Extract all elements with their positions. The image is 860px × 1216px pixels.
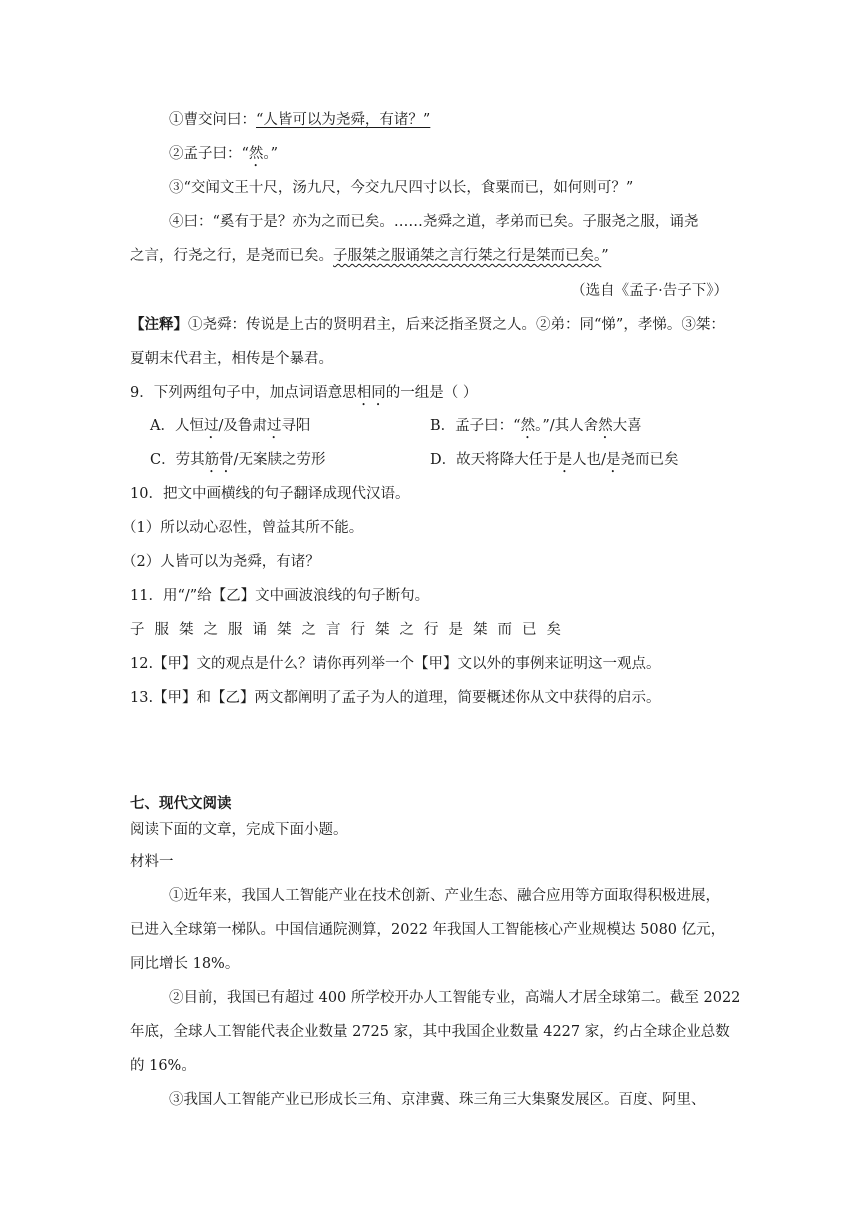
option-text: 尧而已矣 bbox=[620, 452, 679, 468]
passage-line-5 bbox=[130, 246, 609, 266]
question-11-sentence: 子服桀之服诵桀之言行桀之行是桀而已矣 bbox=[130, 622, 571, 638]
option-text: 。”/其人舍 bbox=[535, 418, 599, 434]
passage-line-3: ③“交闻文王十尺，汤九尺，今交九尺四寸以长，食粟而已，如何则可？” bbox=[169, 180, 634, 196]
dotted-word: 过 bbox=[266, 418, 282, 434]
option-text: /无案牍之劳形 bbox=[233, 452, 326, 468]
option-text: A．人恒 bbox=[150, 418, 204, 434]
question-11: 11．用“/”给【乙】文中画波浪线的句子断句。 bbox=[130, 588, 430, 604]
question-10-part-2: （2）人皆可以为尧舜，有诸？ bbox=[122, 554, 320, 570]
dotted-word: 相同 bbox=[356, 385, 386, 401]
option-text: 大喜 bbox=[612, 418, 642, 434]
notes-label: 【注释】 bbox=[130, 317, 188, 333]
dotted-word: 筋骨 bbox=[204, 452, 234, 468]
text-segment: 。” bbox=[263, 146, 279, 162]
material-para-2-line-1: ②目前，我国已有超过 400 所学校开办人工智能专业，高端人才居全球第二。截至 2022 bbox=[169, 990, 741, 1006]
material-para-3-line-1: ③我国人工智能产业已形成长三角、京津冀、珠三角三大集聚发展区。百度、阿里、 bbox=[169, 1092, 706, 1108]
text-segment: 的一组是（ ） bbox=[385, 385, 478, 401]
dotted-word: 是 bbox=[557, 452, 573, 468]
material-label: 材料一 bbox=[130, 854, 174, 870]
material-para-1-line-1: ①近年来，我国人工智能产业在技术创新、产业生态、融合应用等方面取得积极进展， bbox=[169, 888, 720, 904]
dotted-word: 过 bbox=[203, 418, 219, 434]
question-9 bbox=[130, 383, 477, 409]
notes-line-2: 夏朝末代君主，相传是个暴君。 bbox=[130, 351, 333, 367]
option-text: C．劳其 bbox=[150, 452, 205, 468]
option-c[interactable] bbox=[150, 450, 326, 476]
passage-source: （选自《孟子·告子下》） bbox=[571, 283, 728, 299]
option-b[interactable] bbox=[430, 416, 642, 442]
option-d[interactable] bbox=[430, 450, 679, 476]
option-text: 人也/ bbox=[572, 452, 607, 468]
material-para-1-line-2: 已进入全球第一梯队。中国信通院测算，2022 年我国人工智能核心产业规模达 5080 亿元， bbox=[130, 922, 726, 938]
passage-line-1 bbox=[169, 110, 430, 130]
passage-line-2 bbox=[169, 144, 278, 170]
option-text: 寻阳 bbox=[281, 418, 311, 434]
passage-line-4: ④曰：“奚有于是？亦为之而已矣。……尧舜之道，孝弟而已矣。子服尧之服，诵尧 bbox=[169, 214, 699, 230]
text-segment: 9．下列两组句子中，加点词语意思 bbox=[130, 385, 357, 401]
dotted-word: 然 bbox=[248, 146, 264, 162]
dotted-word: 然 bbox=[598, 418, 613, 434]
option-text: D．故天将降大任于 bbox=[430, 452, 558, 468]
option-text: /及鲁肃 bbox=[218, 418, 267, 434]
notes-line-1 bbox=[130, 315, 725, 335]
option-text: B．孟子曰：“ bbox=[430, 418, 521, 434]
section-instruction: 阅读下面的文章，完成下面小题。 bbox=[130, 822, 348, 838]
question-12: 12.【甲】文的观点是什么？请你再列举一个【甲】文以外的事例来证明这一观点。 bbox=[130, 656, 661, 672]
question-10-part-1: （1）所以动心忍性，曾益其所不能。 bbox=[122, 520, 364, 536]
question-13: 13.【甲】和【乙】两文都阐明了孟子为人的道理，简要概述你从文中获得的启示。 bbox=[130, 690, 661, 706]
dotted-word: 是 bbox=[606, 452, 621, 468]
section-heading: 七、现代文阅读 bbox=[130, 796, 232, 812]
speaker-text: ①曹交问曰： bbox=[169, 112, 256, 128]
question-10: 10．把文中画横线的句子翻译成现代汉语。 bbox=[130, 486, 410, 502]
text-segment: 之言，行尧之行，是尧而已矣。 bbox=[130, 248, 333, 264]
underlined-sentence: “人皆可以为尧舜，有诸？” bbox=[256, 112, 431, 128]
text-segment: ” bbox=[601, 248, 609, 264]
material-para-2-line-3: 的 16%。 bbox=[130, 1058, 196, 1074]
dotted-word: 然 bbox=[520, 418, 536, 434]
text-segment: ②孟子曰：“ bbox=[169, 146, 249, 162]
notes-text: ①尧舜：传说是上古的贤明君主，后来泛指圣贤之人。②弟：同“悌”，孝悌。③桀： bbox=[188, 317, 725, 333]
material-para-2-line-2: 年底，全球人工智能代表企业数量 2725 家，其中我国企业数量 4227 家，约占全球企业总数 bbox=[130, 1024, 730, 1040]
wavy-underlined-sentence: 子服桀之服诵桀之言行桀之行是桀而已矣。 bbox=[333, 248, 602, 264]
material-para-1-line-3: 同比增长 18%。 bbox=[130, 956, 240, 972]
option-a[interactable] bbox=[150, 416, 310, 442]
